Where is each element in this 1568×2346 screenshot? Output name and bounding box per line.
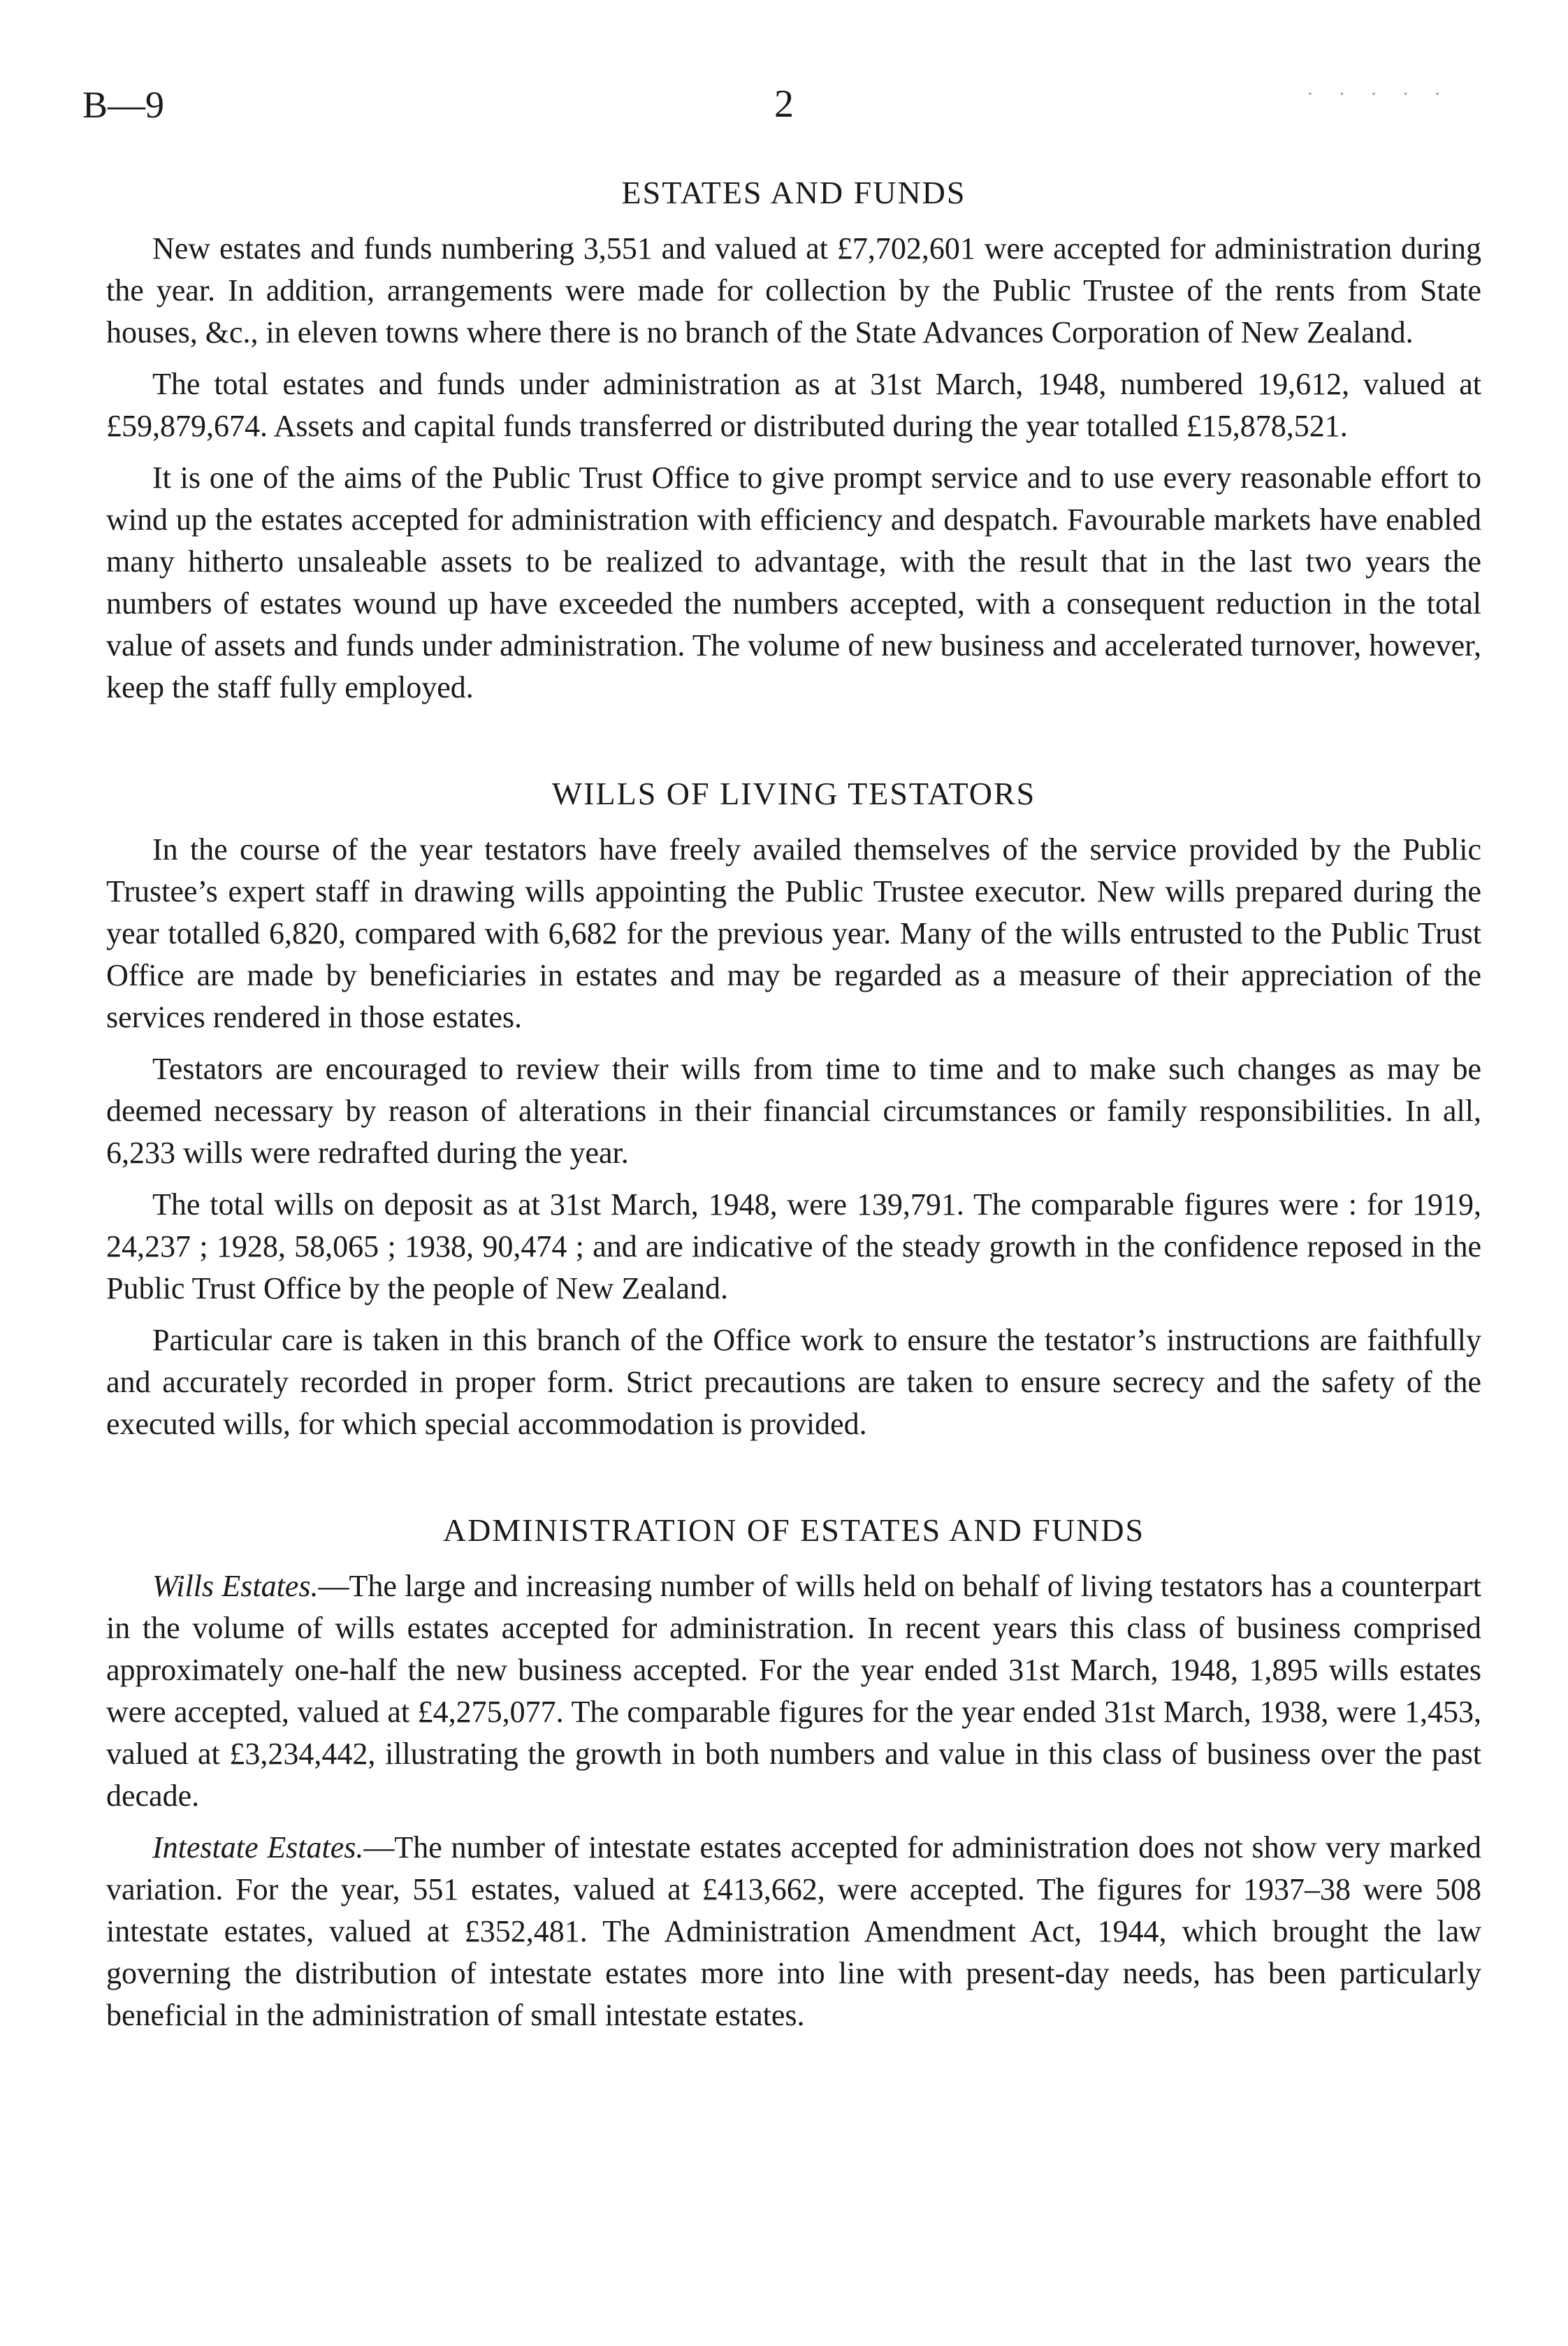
paragraph: The total wills on deposit as at 31st March, 1948, were 139,791. The comparable figures were : for 1919, 24,237 ; 1928, 58,065 ; 1938, 90,474 ; and are indicative of the steady growth in the confidence reposed in the Public Trust Office by the people of New Zealand. <box>106 1187 1481 1305</box>
section-gap <box>106 718 1481 774</box>
section-wills-of-living-testators <box>106 774 1481 1445</box>
scan-marks: · · · · · <box>1307 82 1451 106</box>
paragraph-lead: Wills Estates. <box>152 1569 319 1603</box>
paragraph-text: —The large and increasing number of wills held on behalf of living testators has a counterpart in the volume of wills estates accepted for administration. In recent years this class of business comprised approximately one-half the new business accepted. For the year ended 31st March, 1948, 1,895 wills estates were accepted, valued at £4,275,077. The comparable figures for the year ended 31st March, 1938, were 1,453, valued at £3,234,442, illustrating the growth in both numbers and value in this class of business over the past decade. <box>106 1569 1481 1813</box>
page-number: 2 <box>774 82 794 126</box>
paragraph-wills-estates <box>106 1565 1481 1817</box>
page-reference: B—9 <box>82 84 165 126</box>
paragraph: The total estates and funds under administration as at 31st March, 1948, numbered 19,612, valued at £59,879,674. Assets and capital funds transferred or distributed during the year totalled £15,878,521. <box>106 367 1481 443</box>
paragraph: It is one of the aims of the Public Trust Office to give prompt service and to use every reasonable effort to wind up the estates accepted for administration with efficiency and despatch. Favourable markets have enabled many hitherto unsaleable assets to be realized to advantage, with the result that in the last two years the numbers of estates wound up have exceeded the numbers accepted, with a consequent reduction in the total value of assets and funds under administration. The volume of new business and accelerated turnover, however, keep the staff fully employed. <box>106 461 1481 704</box>
section-gap <box>106 1455 1481 1511</box>
paragraph: In the course of the year testators have freely availed themselves of the service provided by the Public Trustee’s expert staff in drawing wills appointing the Public Trustee executor. New wills prepared during the year totalled 6,820, compared with 6,682 for the previous year. Many of the wills entrusted to the Public Trust Office are made by beneficiaries in estates and may be regarded as a measure of their appreciation of the services rendered in those estates. <box>106 832 1481 1034</box>
paragraph-text: —The number of intestate estates accepted for administration does not show very marked variation. For the year, 551 estates, valued at £413,662, were accepted. The figures for 1937–38 were 508 intestate estates, valued at £352,481. The Administration Amendment Act, 1944, which brought the law governing the distribution of intestate estates more into line with present-day needs, has been particularly beneficial in the administration of small intestate estates. <box>106 1830 1482 2032</box>
document-body <box>106 173 1481 2046</box>
paragraph-lead: Intestate Estates. <box>152 1830 364 1865</box>
section-heading: WILLS OF LIVING TESTATORS <box>551 776 1036 811</box>
paragraph: New estates and funds numbering 3,551 and valued at £7,702,601 were accepted for administration during the year. In addition, arrangements were made for collection by the Public Trustee of the rents from State houses, &c., in eleven towns where there is no branch of the State Advances Corporation of New Zealand. <box>106 231 1481 349</box>
section-heading: ADMINISTRATION OF ESTATES AND FUNDS <box>442 1512 1145 1548</box>
section-heading: ESTATES AND FUNDS <box>621 175 966 210</box>
section-estates-and-funds <box>106 173 1481 709</box>
paragraph: Particular care is taken in this branch of the Office work to ensure the testator’s instructions are faithfully and accurately recorded in proper form. Strict precautions are taken to ensure secrecy and the safety of the executed wills, for which special accommodation is provided. <box>106 1323 1481 1441</box>
paragraph: Testators are encouraged to review their wills from time to time and to make such changes as may be deemed necessary by reason of alterations in their financial circumstances or family responsibilities. In all, 6,233 wills were redrafted during the year. <box>106 1052 1481 1170</box>
paragraph-intestate-estates <box>106 1827 1481 2036</box>
section-administration-of-estates-and-funds <box>106 1511 1481 2036</box>
